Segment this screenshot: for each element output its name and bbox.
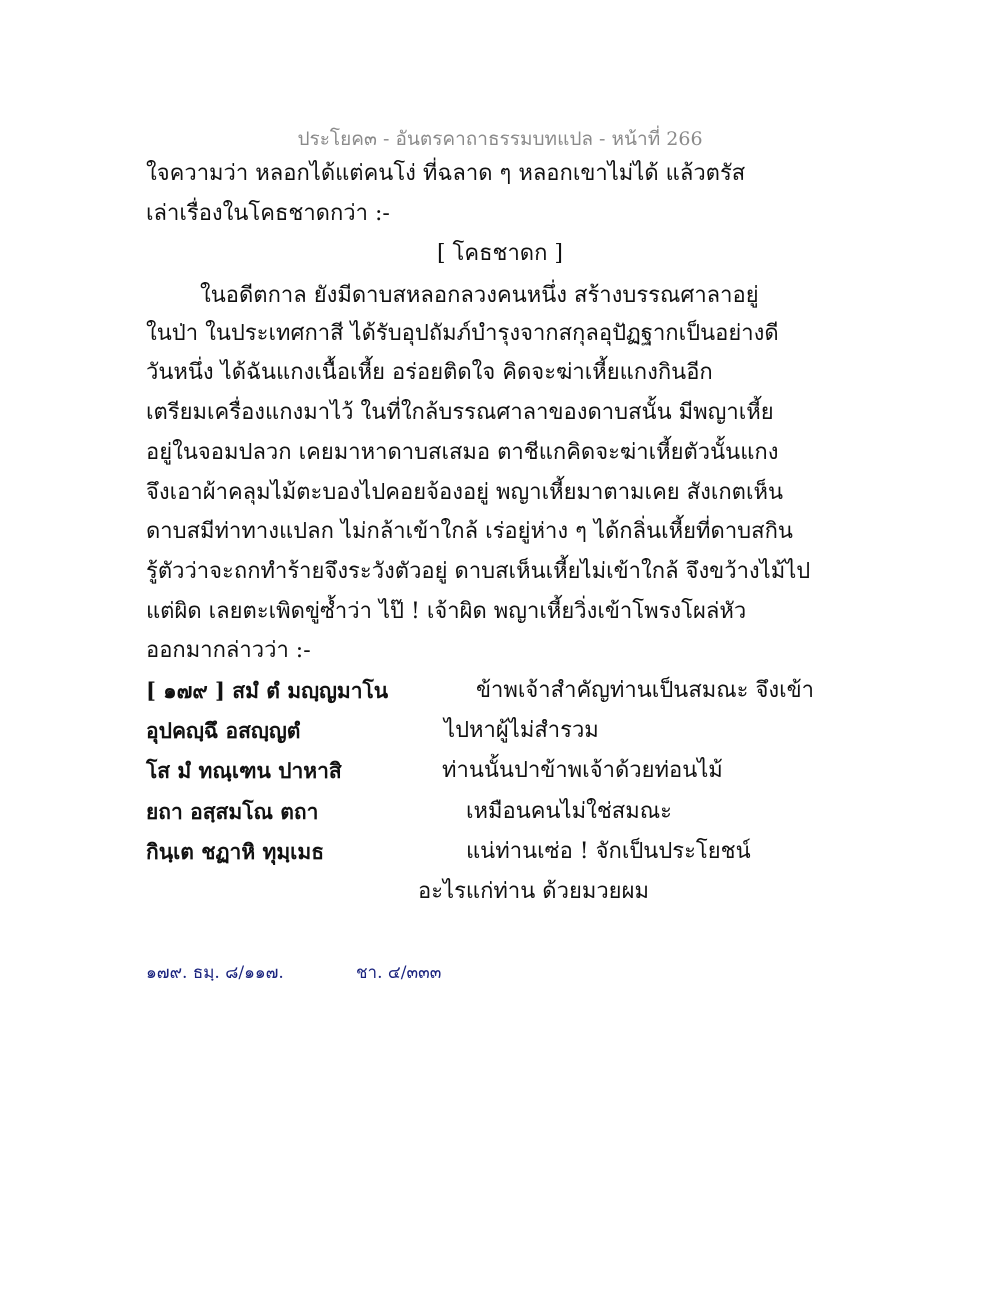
story-line: รู้ตัวว่าจะถกทำร้ายจึงระวังตัวอยู่ ดาบสเห็นเหี้ยไม่เข้าใกล้ จึงขว้างไม้ไป — [146, 559, 811, 584]
story-line: ดาบสมีท่าทางแปลก ไม่กล้าเข้าใกล้ เร่อยู่ห่าง ๆ ได้กลิ่นเหี้ยที่ดาบสกิน — [146, 519, 793, 544]
verse-continuation: อะไรแก่ท่าน ด้วยมวยผม — [418, 879, 649, 904]
story-line: วันหนึ่ง ได้ฉันแกงเนื้อเหี้ย อร่อยติดใจ คิดจะฆ่าเหี้ยแกงกินอีก — [146, 360, 713, 385]
verse-pali-line: ยถา อสฺสมโณ ตถา — [146, 799, 319, 824]
verse-translation-line: แน่ท่านเซ่อ ! จักเป็นประโยชน์ — [466, 839, 751, 864]
verse-pali-line: [ ๑๗๙ ] สมํ ตํ มญฺญมาโน — [146, 678, 389, 703]
intro-line-2: เล่าเรื่องในโคธชาดกว่า :- — [146, 201, 390, 226]
verse-translation-line: เหมือนคนไม่ใช่สมณะ — [466, 799, 672, 824]
footnote-ref-dhammapada: ๑๗๙. ธมฺ. ๘/๑๑๗. — [146, 963, 284, 983]
verse-pali-line: กินฺเต ชฏาหิ ทุมฺเมธ — [146, 839, 325, 864]
verse-pali-line: อุปคญฺฉึ อสญฺญตํ — [146, 718, 301, 743]
verse-translation-line: ข้าพเจ้าสำคัญท่านเป็นสมณะ จึงเข้า — [476, 678, 815, 703]
story-line: จึงเอาผ้าคลุมไม้ตะบองไปคอยจ้องอยู่ พญาเหี้ยมาตามเคย สังเกตเห็น — [146, 480, 784, 505]
story-line: ออกมากล่าวว่า :- — [146, 638, 311, 663]
footnote-ref-jataka: ชา. ๔/๓๓๓ — [356, 963, 442, 983]
story-line: ในป่า ในประเทศกาสี ได้รับอุปถัมภ์บำรุงจากสกุลอุปัฏฐากเป็นอย่างดี — [146, 321, 779, 346]
intro-line-1: ใจความว่า หลอกได้แต่คนโง่ ที่ฉลาด ๆ หลอกเขาไม่ได้ แล้วตรัส — [146, 161, 746, 186]
story-line: แต่ผิด เลยตะเพิดขู่ซ้ำว่า ไป๊ ! เจ้าผิด พญาเหี้ยวิ่งเข้าโพรงโผล่หัว — [146, 599, 747, 624]
verse-pali-line: โส มํ ทณฺเฑน ปาหาสิ — [146, 758, 342, 783]
story-line: ในอดีตกาล ยังมีดาบสหลอกลวงคนหนึ่ง สร้างบรรณศาลาอยู่ — [200, 283, 759, 308]
story-line: อยู่ในจอมปลวก เคยมาหาดาบสเสมอ ตาชีแกคิดจะฆ่าเหี้ยตัวนั้นแกง — [146, 440, 779, 465]
verse-translation-line: ท่านนั้นปาข้าพเจ้าด้วยท่อนไม้ — [442, 758, 723, 783]
verse-translation-line: ไปหาผู้ไม่สำรวม — [444, 718, 599, 743]
jataka-title: [ โคธชาดก ] — [436, 241, 563, 266]
page-header: ประโยค๓ - อันตรคาถาธรรมบทแปล - หน้าที่ 266 — [297, 128, 703, 150]
story-line: เตรียมเครื่องแกงมาไว้ ในที่ใกล้บรรณศาลาของดาบสนั้น มีพญาเหี้ย — [146, 400, 774, 425]
